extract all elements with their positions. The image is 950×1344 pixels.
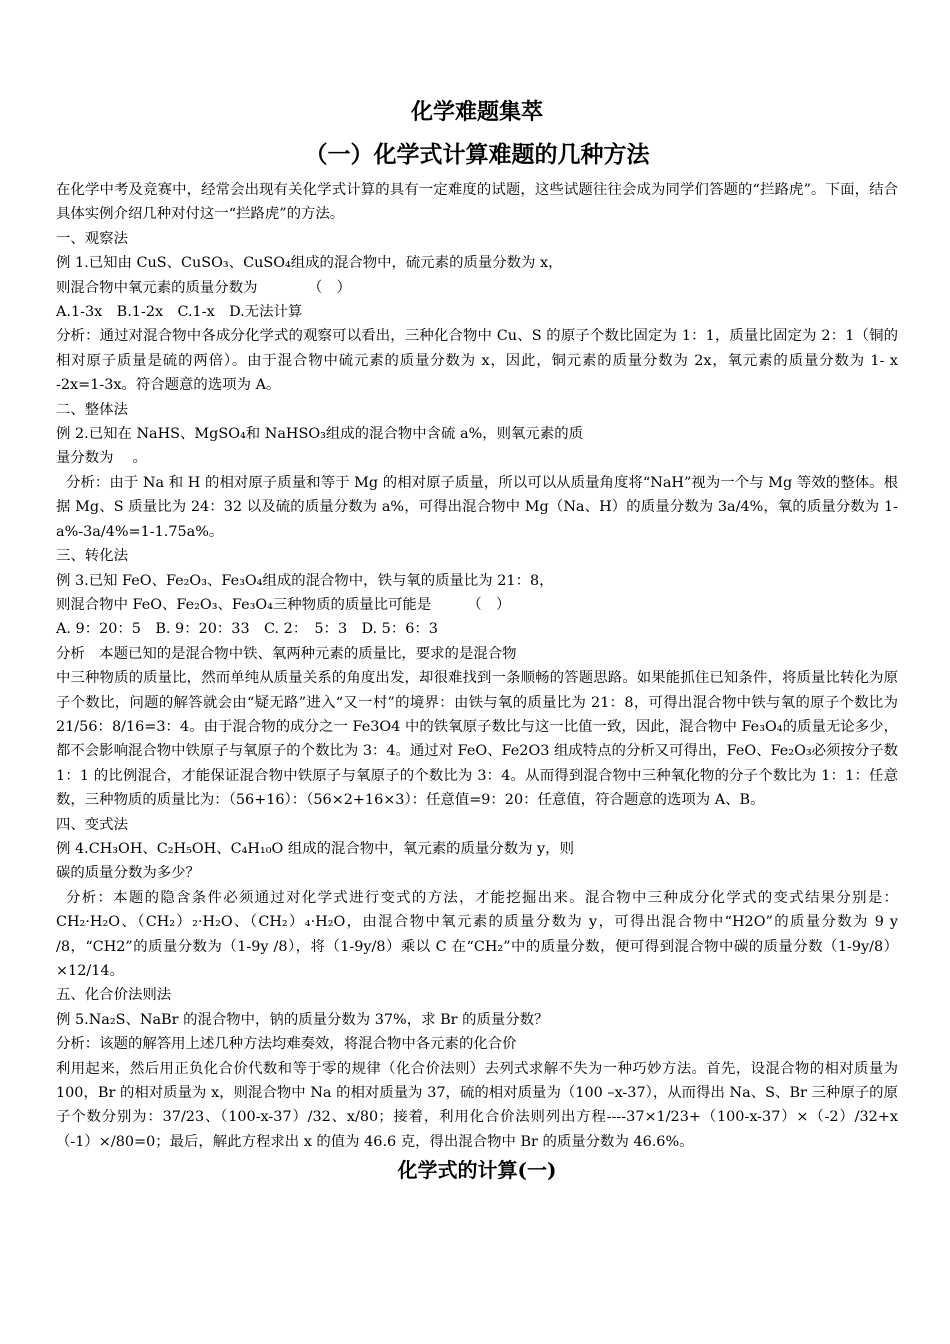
- example-4-stem: 例 4.CH₃OH、C₂H₅OH、C₄H₁₀O 组成的混合物中，氧元素的质量分数为 y，则: [56, 840, 574, 857]
- method-heading-transform: 四、变式法: [56, 816, 128, 833]
- method-heading-conversion: 三、转化法: [56, 548, 128, 565]
- example-1-stem: 例 1.已知由 CuS、CuSO₃、CuSO₄组成的混合物中，硫元素的质量分数为 x，: [56, 255, 563, 272]
- example-2-question: 量分数为 。: [56, 450, 147, 467]
- document-page: [56, 98, 898, 1184]
- example-1-options: A.1-3x B.1-2x C.1-x D.无法计算: [56, 304, 303, 321]
- example-4-analysis: 分析：本题的隐含条件必须通过对化学式进行变式的方法，才能挖掘出来。混合物中三种成分化学式的变式结果分别是：CH₂·H₂O、（CH₂）₂·H₂O、（CH₂）₄·H₂O，由混合物中氧元素的质量分数为 y，可得出混合物中“H2O”的质量分数为 9 y /8，“CH2”的质量分数为（1-9y /8），将（1-9y/8）乘以 C 在“CH₂”中的质量分数，便可得到混合物中碳的质量分数（1-9y/8）×12/14。: [56, 889, 898, 979]
- document-title: 化学难题集萃: [410, 100, 543, 125]
- example-5-analysis-intro: 分析：该题的解答用上述几种方法均难奏效，将混合物中各元素的化合价: [56, 1036, 517, 1053]
- method-heading-whole: 二、整体法: [56, 401, 128, 418]
- example-3-question: 则混合物中 FeO、Fe₂O₃、Fe₃O₄三种物质的质量比可能是 （ ）: [56, 596, 511, 613]
- example-2-stem: 例 2.已知在 NaHS、MgSO₄和 NaHSO₃组成的混合物中含硫 a%，则氧元素的质: [56, 426, 583, 443]
- next-section-title: 化学式的计算(一): [397, 1158, 557, 1183]
- example-3-analysis-intro: 分析 本题已知的是混合物中铁、氧两种元素的质量比，要求的是混合物: [56, 645, 517, 662]
- example-1-question: 则混合物中氧元素的质量分数为 （ ）: [56, 279, 352, 296]
- example-1-analysis: 分析：通过对混合物中各成分化学式的观察可以看出，三种化合物中 Cu、S 的原子个数比固定为 1：1，质量比固定为 2：1（铜的相对原子质量是硫的两倍）。由于混合物中硫元素的质量分数为 x，因此，铜元素的质量分数为 2x，氧元素的质量分数为 1- x -2x=1-3x。符合题意的选项为 A。: [56, 328, 898, 394]
- example-2-analysis: 分析：由于 Na 和 H 的相对原子质量和等于 Mg 的相对原子质量，所以可以从质量角度将“NaH”视为一个与 Mg 等效的整体。根据 Mg、S 质量比为 24：32 以及硫的质量分数为 a%，可得出混合物中 Mg（Na、H）的质量分数为 3a/4%，氧的质量分数为 1-a%-3a/4%=1-1.75a%。: [56, 474, 898, 540]
- example-4-question: 碳的质量分数为多少？: [56, 865, 200, 882]
- example-5-analysis: 利用起来，然后用正负化合价代数和等于零的规律（化合价法则）去列式求解不失为一种巧妙方法。首先，设混合物的相对质量为 100，Br 的相对质量为 x，则混合物中 Na 的相对质量为 37，硫的相对质量为（100 –x-37），从而得出 Na、S、Br 三种原子的原子个数分别为：37/23、（100-x-37）/32、x/80；接着，利用化合价法则列出方程----37×1/23+（100-x-37）×（-2）/32+x（-1）×/80=0；最后，解此方程求出 x 的值为 46.6 克，得出混合物中 Br 的质量分数为 46.6%。: [56, 1060, 898, 1150]
- example-3-stem: 例 3.已知 FeO、Fe₂O₃、Fe₃O₄组成的混合物中，铁与氧的质量比为 21：8，: [56, 572, 554, 589]
- example-3-analysis: 中三种物质的质量比，然而单纯从质量关系的角度出发，却很难找到一条顺畅的答题思路。如果能抓住已知条件，将质量比转化为原子个数比，问题的解答就会由“疑无路”进入“又一村”的境界：由铁与氧的质量比为 21：8，可得出混合物中铁与氧的原子个数比为 21/56：8/16=3：4。由于混合物的成分之一 Fe3O4 中的铁氧原子数比与这一比值一致，因此，混合物中 Fe₃O₄的质量无论多少，都不会影响混合物中铁原子与氧原子的个数比为 3：4。通过对 FeO、Fe2O3 组成特点的分析又可得出，FeO、Fe₂O₃必须按分子数 1：1 的比例混合，才能保证混合物中铁原子与氧原子的个数比为 3：4。从而得到混合物中三种氧化物的分子个数比为 1：1：任意数，三种物质的质量比为：（56+16）：（56×2+16×3）：任意值=9：20：任意值，符合题意的选项为 A、B。: [56, 670, 898, 809]
- example-3-options: A. 9：20：5 B. 9：20：33 C. 2： 5：3 D. 5：6：3: [56, 621, 438, 638]
- intro-paragraph: 在化学中考及竞赛中，经常会出现有关化学式计算的具有一定难度的试题，这些试题往往会成为同学们答题的“拦路虎”。下面，结合具体实例介绍几种对付这一“拦路虎”的方法。: [56, 182, 898, 223]
- method-heading-observation: 一、观察法: [56, 230, 128, 247]
- method-heading-valence: 五、化合价法则法: [56, 987, 172, 1004]
- section-title: （一）化学式计算难题的几种方法: [304, 142, 650, 168]
- example-5-stem: 例 5.Na₂S、NaBr 的混合物中，钠的质量分数为 37%，求 Br 的质量分数？: [56, 1011, 549, 1028]
